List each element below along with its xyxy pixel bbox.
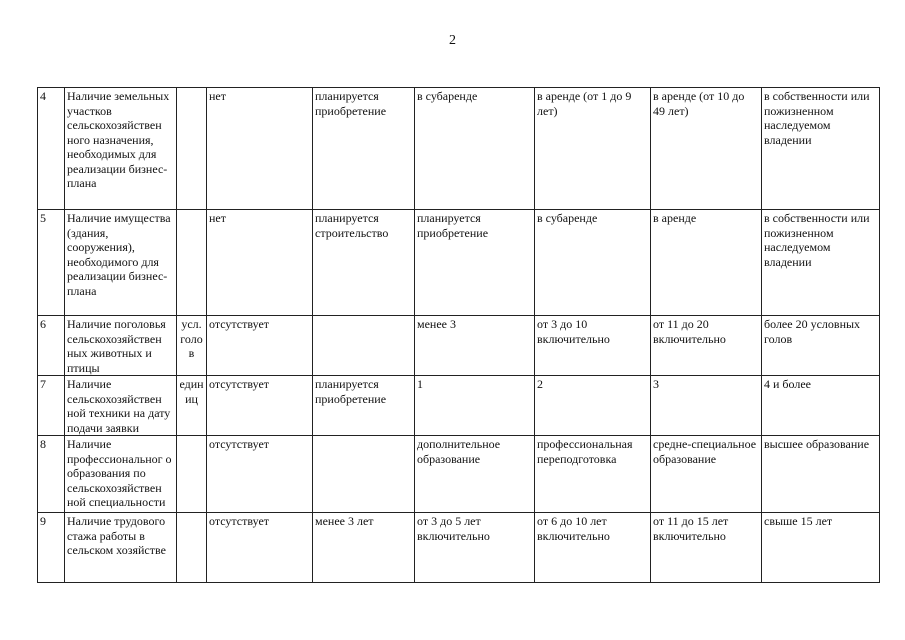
criterion-name: Наличие земельных участков сельскохозяйствен ного назначения, необходимых для реализации бизнес-плана [65, 88, 177, 210]
level-cell: в субаренде [535, 210, 651, 316]
row-number: 5 [38, 210, 65, 316]
level-cell: от 11 до 20 включительно [651, 316, 762, 376]
level-cell: средне-специальное образование [651, 436, 762, 513]
level-cell: профессиональная переподготовка [535, 436, 651, 513]
unit-cell [177, 210, 207, 316]
level-cell: от 3 до 5 лет включительно [415, 513, 535, 583]
criterion-name: Наличие поголовья сельскохозяйствен ных животных и птицы [65, 316, 177, 376]
row-number: 8 [38, 436, 65, 513]
level-cell: в аренде [651, 210, 762, 316]
level-cell: отсутствует [207, 316, 313, 376]
page-number: 2 [449, 33, 456, 48]
level-cell: от 3 до 10 включительно [535, 316, 651, 376]
unit-cell [177, 436, 207, 513]
criterion-name: Наличие имущества (здания, сооружения), необходимого для реализации бизнес-плана [65, 210, 177, 316]
level-cell: от 11 до 15 лет включительно [651, 513, 762, 583]
level-cell: 3 [651, 376, 762, 436]
table-row [38, 316, 880, 376]
level-cell: планируется приобретение [313, 376, 415, 436]
level-cell: 2 [535, 376, 651, 436]
level-cell: планируется строительство [313, 210, 415, 316]
level-cell: в аренде (от 10 до 49 лет) [651, 88, 762, 210]
level-cell: свыше 15 лет [762, 513, 880, 583]
table-row [38, 88, 880, 210]
level-cell: планируется приобретение [313, 88, 415, 210]
unit-cell [177, 513, 207, 583]
level-cell: нет [207, 88, 313, 210]
level-cell: в собственности или пожизненном наследуемом владении [762, 210, 880, 316]
row-number: 6 [38, 316, 65, 376]
table-row [38, 513, 880, 583]
level-cell [313, 316, 415, 376]
row-number: 4 [38, 88, 65, 210]
row-number: 7 [38, 376, 65, 436]
level-cell: отсутствует [207, 436, 313, 513]
level-cell: в субаренде [415, 88, 535, 210]
level-cell [313, 436, 415, 513]
level-cell: в аренде (от 1 до 9 лет) [535, 88, 651, 210]
table-row [38, 376, 880, 436]
criteria-table [37, 87, 880, 583]
level-cell: менее 3 [415, 316, 535, 376]
table-row [38, 436, 880, 513]
level-cell: менее 3 лет [313, 513, 415, 583]
level-cell: 4 и более [762, 376, 880, 436]
level-cell: высшее образование [762, 436, 880, 513]
criterion-name: Наличие профессиональног о образования по сельскохозяйствен ной специальности [65, 436, 177, 513]
unit-cell: усл. голо в [177, 316, 207, 376]
level-cell: 1 [415, 376, 535, 436]
level-cell: дополнительное образование [415, 436, 535, 513]
level-cell: отсутствует [207, 376, 313, 436]
level-cell: в собственности или пожизненном наследуемом владении [762, 88, 880, 210]
table-row [38, 210, 880, 316]
level-cell: отсутствует [207, 513, 313, 583]
unit-cell [177, 88, 207, 210]
level-cell: планируется приобретение [415, 210, 535, 316]
row-number: 9 [38, 513, 65, 583]
unit-cell: един иц [177, 376, 207, 436]
level-cell: нет [207, 210, 313, 316]
level-cell: более 20 условных голов [762, 316, 880, 376]
criterion-name: Наличие трудового стажа работы в сельском хозяйстве [65, 513, 177, 583]
level-cell: от 6 до 10 лет включительно [535, 513, 651, 583]
criterion-name: Наличие сельскохозяйствен ной техники на дату подачи заявки [65, 376, 177, 436]
